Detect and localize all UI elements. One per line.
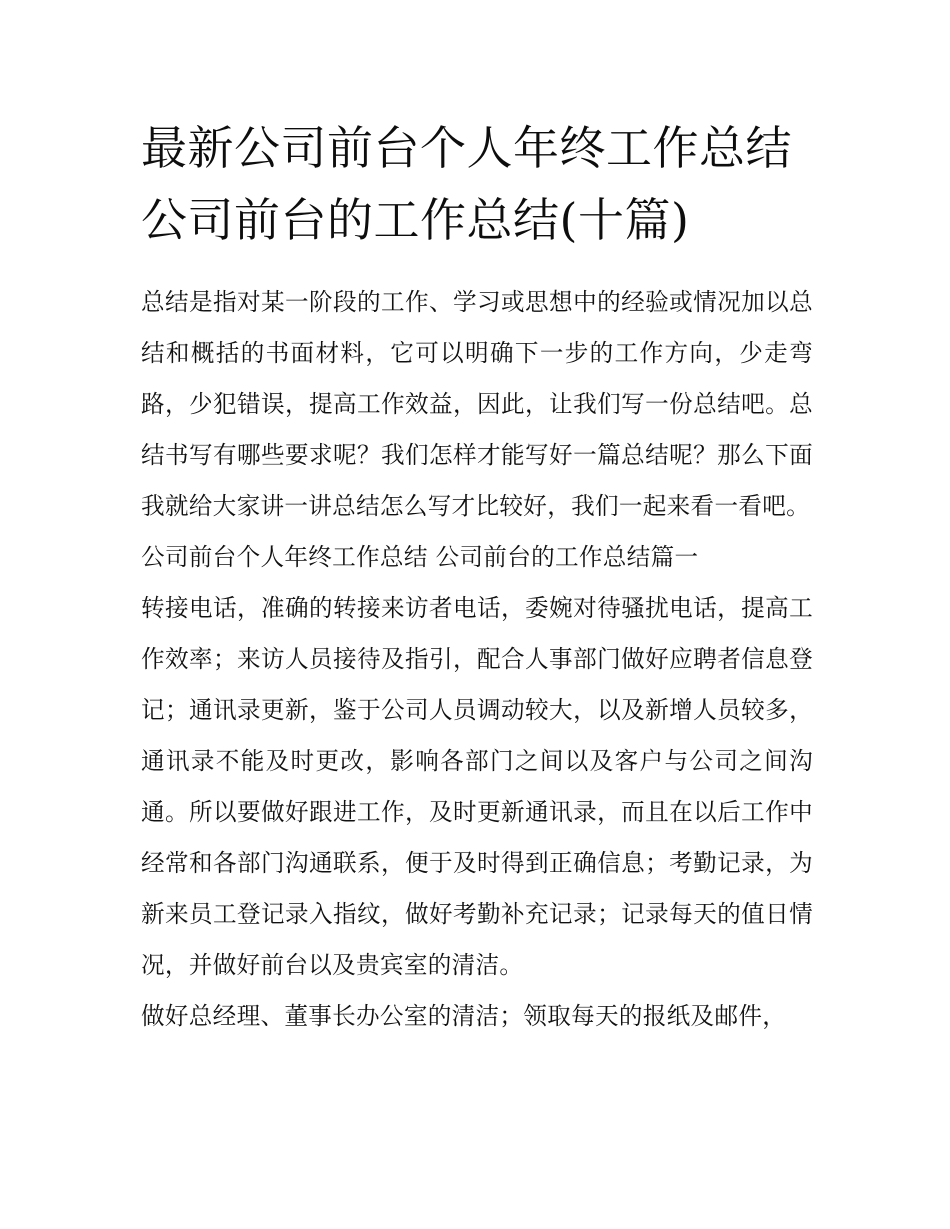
- body-paragraph: 做好总经理、董事长办公室的清洁；领取每天的报纸及邮件，: [141, 1002, 787, 1030]
- document-title: 最新公司前台个人年终工作总结 公司前台的工作总结(十篇): [141, 121, 792, 247]
- section-heading: 公司前台个人年终工作总结 公司前台的工作总结篇一: [141, 543, 699, 571]
- body-paragraph: 转接电话，准确的转接来访者电话，委婉对待骚扰电话，提高工作效率；来访人员接待及指引，配合人事部门做好应聘者信息登记；通讯录更新，鉴于公司人员调动较大，以及新增人员较多，通讯录不能及时更改，影响各部门之间以及客户与公司之间沟通。所以要做好跟进工作，及时更新通讯录，而且在以后工作中经常和各部门沟通联系，便于及时得到正确信息；考勤记录，为新来员工登记录入指纹，做好考勤补充记录；记录每天的值日情况，并做好前台以及贵宾室的清洁。: [141, 594, 813, 979]
- intro-paragraph: 总结是指对某一阶段的工作、学习或思想中的经验或情况加以总结和概括的书面材料，它可以明确下一步的工作方向，少走弯路，少犯错误，提高工作效益，因此，让我们写一份总结吧。总结书写有哪些要求呢？我们怎样才能写好一篇总结呢？那么下面我就给大家讲一讲总结怎么写才比较好，我们一起来看一看吧。: [141, 288, 813, 520]
- document-body: [141, 112, 813, 1042]
